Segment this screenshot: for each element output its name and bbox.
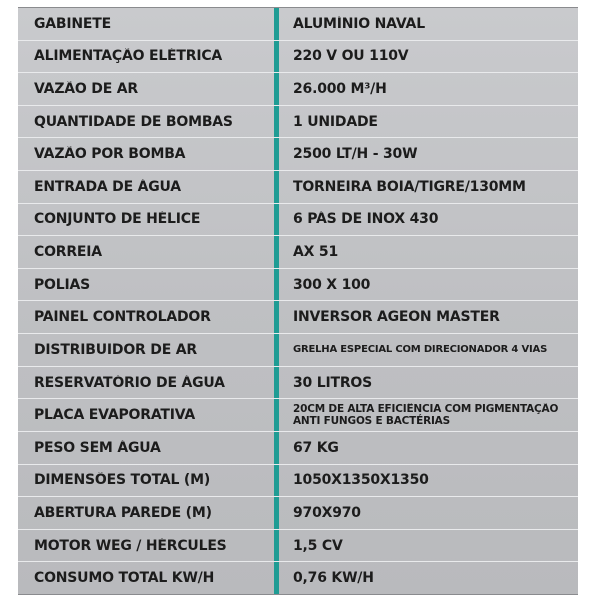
spec-table (18, 7, 578, 595)
spec-label: DIMENSÕES TOTAL (M) (34, 472, 211, 489)
spec-label: DISTRIBUIDOR DE AR (34, 341, 197, 358)
spec-label: ENTRADA DE ÁGUA (34, 178, 181, 195)
spec-value: 6 PÁS DE INOX 430 (293, 211, 439, 228)
spec-row-painel-controlador (18, 301, 578, 334)
spec-row-correia (18, 236, 578, 269)
spec-label: CONSUMO TOTAL KW/H (34, 570, 215, 587)
spec-value: 220 V OU 110V (293, 48, 409, 65)
spec-value: AX 51 (293, 244, 338, 261)
spec-label: CORREIA (34, 244, 102, 261)
spec-label: ABERTURA PAREDE (M) (34, 504, 212, 521)
spec-row-peso-sem-agua (18, 432, 578, 465)
spec-label: GABINETE (34, 15, 111, 32)
spec-value: INVERSOR AGEON MASTER (293, 309, 500, 326)
spec-value: 67 KG (293, 439, 339, 456)
spec-row-dimensoes (18, 465, 578, 498)
spec-value (293, 403, 575, 427)
spec-row-entrada-agua (18, 171, 578, 204)
spec-value: 1050X1350X1350 (293, 472, 429, 489)
spec-row-distribuidor-ar (18, 334, 578, 367)
spec-label: PLACA EVAPORATIVA (34, 407, 196, 424)
spec-label: PAINEL CONTROLADOR (34, 309, 211, 326)
spec-label: PESO SEM ÁGUA (34, 439, 161, 456)
spec-row-polias (18, 269, 578, 302)
spec-label: QUANTIDADE DE BOMBAS (34, 113, 233, 130)
spec-value: ALUMÍNIO NAVAL (293, 15, 425, 32)
spec-label: CONJUNTO DE HÉLICE (34, 211, 201, 228)
spec-value: GRELHA ESPECIAL COM DIRECIONADOR 4 VIAS (293, 344, 548, 356)
spec-value: 1 UNIDADE (293, 113, 378, 130)
spec-label: VAZÃO POR BOMBA (34, 146, 186, 163)
spec-row-placa-evaporativa (18, 399, 578, 432)
spec-row-vazao-ar (18, 73, 578, 106)
spec-row-consumo (18, 562, 578, 594)
spec-value-line-1: 20CM DE ALTA EFICIÊNCIA COM PIGMENTAÇÃO (293, 403, 559, 416)
spec-label: ALIMENTAÇÃO ELÉTRICA (34, 48, 223, 65)
spec-row-abertura-parede (18, 497, 578, 530)
spec-value: 970X970 (293, 504, 361, 521)
spec-label: MOTOR WEG / HÉRCULES (34, 537, 227, 554)
spec-label: RESERVATÓRIO DE ÁGUA (34, 374, 225, 391)
spec-row-quantidade-bombas (18, 106, 578, 139)
spec-row-motor (18, 530, 578, 563)
spec-value: 0,76 KW/H (293, 570, 374, 587)
spec-value-line-2: ANTI FUNGOS E BACTÉRIAS (293, 415, 450, 428)
spec-row-conjunto-helice (18, 204, 578, 237)
spec-label: VAZÃO DE AR (34, 81, 138, 98)
spec-label: POLIAS (34, 276, 91, 293)
spec-value: 30 LITROS (293, 374, 373, 391)
spec-value: 2500 LT/H - 30W (293, 146, 418, 163)
spec-value: TORNEIRA BOIA/TIGRE/130MM (293, 178, 526, 195)
spec-rows (18, 8, 578, 594)
spec-value: 26.000 M³/H (293, 81, 387, 98)
spec-row-alimentacao (18, 41, 578, 74)
spec-row-reservatorio-agua (18, 367, 578, 400)
spec-value: 1,5 CV (293, 537, 343, 554)
spec-row-vazao-bomba (18, 138, 578, 171)
spec-value: 300 X 100 (293, 276, 371, 293)
spec-row-gabinete (18, 8, 578, 41)
